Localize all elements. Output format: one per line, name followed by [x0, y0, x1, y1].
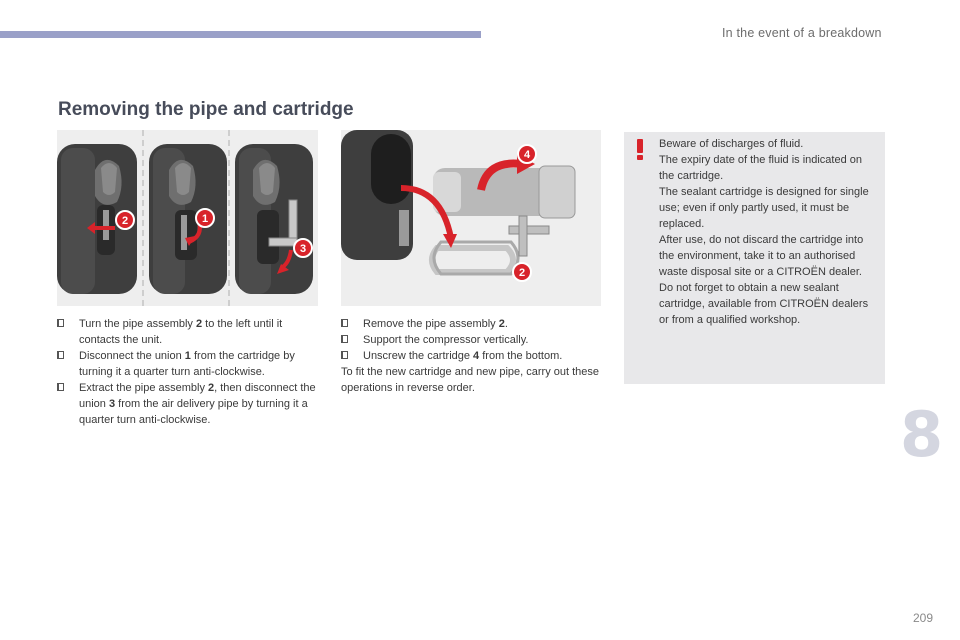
step-item: Unscrew the cartridge 4 from the bottom. [341, 348, 603, 364]
steps-left-list [57, 316, 319, 428]
view-3 [235, 144, 313, 294]
figure-pipe-removal [57, 130, 318, 306]
view-2 [149, 144, 227, 294]
chapter-number: 8 [900, 398, 944, 471]
callout-1 [196, 209, 214, 227]
callout-4 [518, 145, 536, 163]
callout-2b [513, 263, 531, 281]
step-item: Turn the pipe assembly 2 to the left until it contacts the unit. [57, 316, 319, 348]
step-item: Remove the pipe assembly 2. [341, 316, 603, 332]
checkbox-bullet-icon [57, 351, 64, 359]
svg-text:2: 2 [518, 267, 526, 279]
svg-text:4: 4 [523, 149, 531, 161]
steps-mid-list [341, 316, 603, 364]
step-item: Extract the pipe assembly 2, then disconnect the union 3 from the air delivery pipe by turning it a quarter turn anti-clockwise. [57, 380, 319, 428]
exclamation-icon [634, 139, 646, 161]
step-item: Disconnect the union 1 from the cartridge by turning it a quarter turn anti-clockwise. [57, 348, 319, 380]
step-item: Support the compressor vertically. [341, 332, 603, 348]
checkbox-bullet-icon [57, 319, 64, 327]
checkbox-bullet-icon [341, 319, 348, 327]
checkbox-bullet-icon [341, 351, 348, 359]
reassembly-note: To fit the new cartridge and new pipe, carry out these operations in reverse order. [341, 366, 600, 394]
checkbox-bullet-icon [57, 383, 64, 391]
warning-text: Beware of discharges of fluid. The expiry date of the fluid is indicated on the cartridge. The sealant cartridge is designed for single use; even if only partly used, it must be replaced. After use, do not discard the cartridge into the environment, take it to an authorised waste disposal site or a CITROËN dealer. Do not forget to obtain a new sealant cartridge, available from CITROËN dealers or from a qualified workshop. [659, 138, 869, 326]
checkbox-bullet-icon [341, 335, 348, 343]
callout-3 [294, 239, 312, 257]
callout-2 [116, 211, 134, 229]
svg-text:2: 2 [121, 215, 129, 227]
page-number: 209 [913, 611, 934, 625]
figure-pipe-removal-illustration [57, 130, 318, 306]
svg-text:3: 3 [299, 243, 307, 255]
figure-cartridge-removal-illustration [341, 130, 601, 306]
section-title: In the event of a breakdown [722, 26, 882, 40]
figure-cartridge-removal [341, 130, 601, 306]
page-title: Removing the pipe and cartridge [58, 99, 354, 120]
header-bar [0, 31, 481, 38]
svg-text:1: 1 [201, 213, 209, 225]
